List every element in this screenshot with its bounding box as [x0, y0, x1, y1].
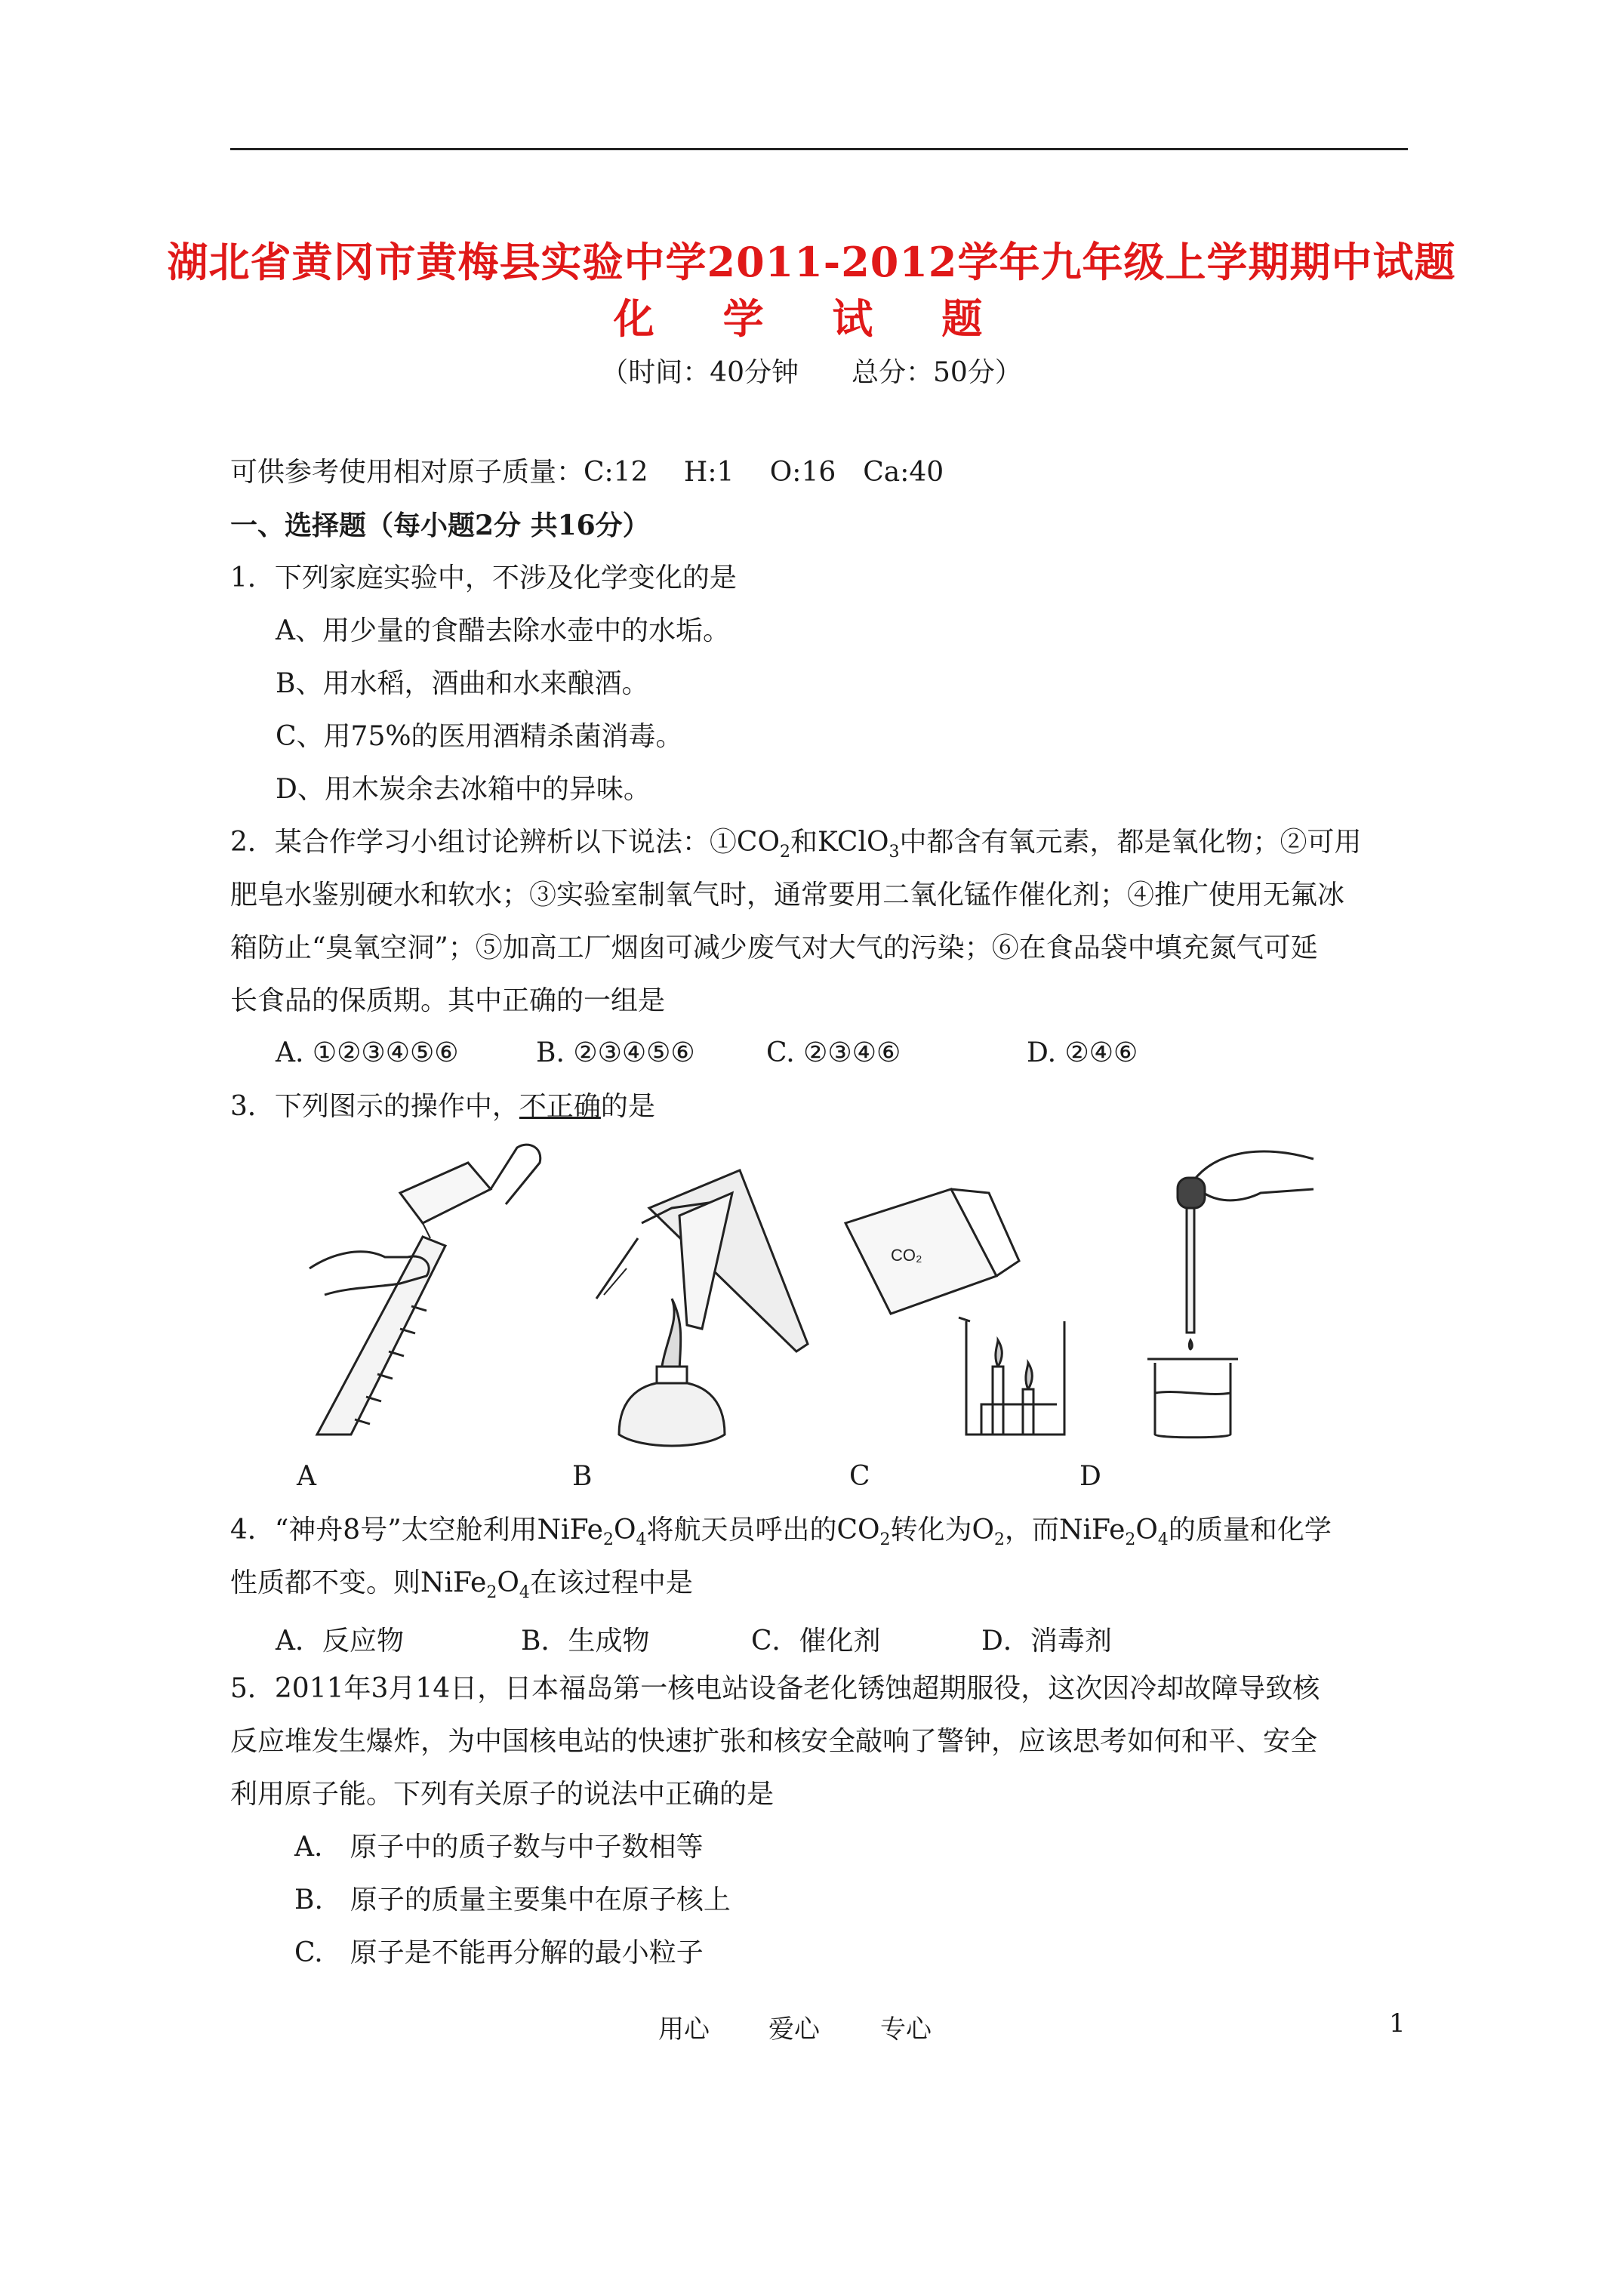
q2-line-3: 箱防止“臭氧空洞”；⑤加高工厂烟囱可减少废气对大气的污染；⑥在食品袋中填充氮气可延	[230, 932, 1318, 963]
q2-option-a: A. ①②③④⑤⑥	[276, 1037, 459, 1068]
q4-text: O	[497, 1567, 519, 1598]
q4-text: 的质量和化学	[1168, 1515, 1332, 1546]
subscript: 2	[602, 1530, 614, 1550]
q4-text: ，而NiFe	[1005, 1515, 1126, 1546]
q5-option-a: A. 原子中的质子数与中子数相等	[294, 1832, 704, 1863]
q4-line-2	[230, 1567, 693, 1610]
q3-text: 的是	[600, 1091, 655, 1122]
subscript: 4	[519, 1583, 530, 1603]
atomic-masses: 可供参考使用相对原子质量：C:12 H:1 O:16 Ca:40	[230, 457, 944, 488]
figure-label-c: C	[849, 1461, 870, 1492]
subscript: 2	[779, 843, 790, 862]
header-rule	[230, 148, 1408, 150]
q2-line-1	[230, 826, 1362, 869]
exam-subject: 化 学 试 题	[613, 294, 1010, 343]
q1-stem: 1．下列家庭实验中，不涉及化学变化的是	[230, 562, 737, 593]
figure-c-co2-candles	[838, 1178, 1087, 1450]
q1-option-c: C、用75%的医用酒精杀菌消毒。	[276, 721, 683, 752]
q1-option-d: D、用木炭余去冰箱中的异味。	[276, 774, 651, 805]
subscript: 3	[888, 843, 900, 862]
q5-option-b: B. 原子的质量主要集中在原子核上	[294, 1885, 731, 1915]
subscript: 2	[486, 1583, 497, 1603]
q2-option-c: C. ②③④⑥	[766, 1037, 901, 1068]
q2-text: 和KClO	[790, 827, 889, 858]
subscript: 2	[994, 1530, 1006, 1550]
q4-line-1	[230, 1514, 1332, 1557]
exam-title: 湖北省黄冈市黄梅县实验中学2011-2012学年九年级上学期期中试题	[167, 238, 1456, 286]
q4-text: 在该过程中是	[529, 1567, 693, 1598]
q4-text: 转化为O	[890, 1515, 995, 1546]
figure-a-pouring-cylinder	[302, 1133, 551, 1450]
q2-text: 2．某合作学习小组讨论辨析以下说法：①CO	[230, 827, 780, 858]
q4-option-d: D．消毒剂	[981, 1626, 1112, 1657]
footer-motto-1: 用心	[658, 2014, 710, 2045]
subscript: 4	[1157, 1530, 1169, 1550]
q2-option-d: D. ②④⑥	[1027, 1037, 1138, 1068]
q1-option-b: B、用水稻，酒曲和水来酿酒。	[276, 668, 649, 699]
q2-line-4: 长食品的保质期。其中正确的一组是	[230, 985, 666, 1016]
figure-label-d: D	[1079, 1461, 1101, 1492]
q4-text: 4．“神舟8号”太空舱利用NiFe	[230, 1515, 603, 1546]
subscript: 2	[879, 1530, 891, 1550]
subscript: 2	[1125, 1530, 1136, 1550]
q5-line-2: 反应堆发生爆炸，为中国核电站的快速扩张和核安全敲响了警钟，应该思考如何和平、安全	[230, 1726, 1318, 1757]
q4-text: 将航天员呼出的CO	[646, 1515, 880, 1546]
footer-motto-3: 专心	[880, 2014, 932, 2045]
q5-line-1: 5．2011年3月14日，日本福岛第一核电站设备老化锈蚀超期服役，这次因冷却故障导致核	[230, 1673, 1320, 1704]
figure-label-a: A	[297, 1461, 316, 1492]
q2-text: 中都含有氧元素，都是氧化物；②可用	[899, 827, 1362, 858]
q4-text: 性质都不变。则NiFe	[230, 1567, 487, 1598]
co2-label: CO₂	[891, 1246, 922, 1265]
section-heading: 一、选择题（每小题2分 共16分）	[230, 510, 650, 541]
q3-text: 3．下列图示的操作中，	[230, 1091, 519, 1122]
q3-underlined-text: 不正确	[519, 1091, 601, 1122]
q3-stem	[230, 1090, 655, 1123]
figure-d-dropper-beaker	[1147, 1136, 1359, 1446]
q4-option-a: A．反应物	[276, 1626, 404, 1657]
q5-option-c: C. 原子是不能再分解的最小粒子	[294, 1937, 704, 1968]
q2-option-b: B. ②③④⑤⑥	[536, 1037, 695, 1068]
figure-label-b: B	[572, 1461, 593, 1492]
exam-total: 总分：50分）	[852, 357, 1022, 388]
q4-option-c: C．催化剂	[751, 1626, 881, 1657]
q2-line-2: 肥皂水鉴别硬水和软水；③实验室制氧气时，通常要用二氧化锰作催化剂；④推广使用无氟冰	[230, 880, 1345, 911]
q4-text: O	[1135, 1515, 1158, 1546]
subscript: 4	[636, 1530, 647, 1550]
page-number: 1	[1389, 2008, 1406, 2039]
footer-motto-2: 爱心	[768, 2014, 820, 2045]
q4-option-b: B．生成物	[521, 1626, 650, 1657]
exam-info	[0, 351, 1623, 390]
q5-line-3: 利用原子能。下列有关原子的说法中正确的是	[230, 1779, 775, 1810]
q4-text: O	[613, 1515, 636, 1546]
figure-b-heating-tube	[551, 1163, 838, 1465]
exam-time: （时间：40分钟	[601, 357, 799, 388]
q1-option-a: A、用少量的食醋去除水壶中的水垢。	[276, 615, 730, 646]
